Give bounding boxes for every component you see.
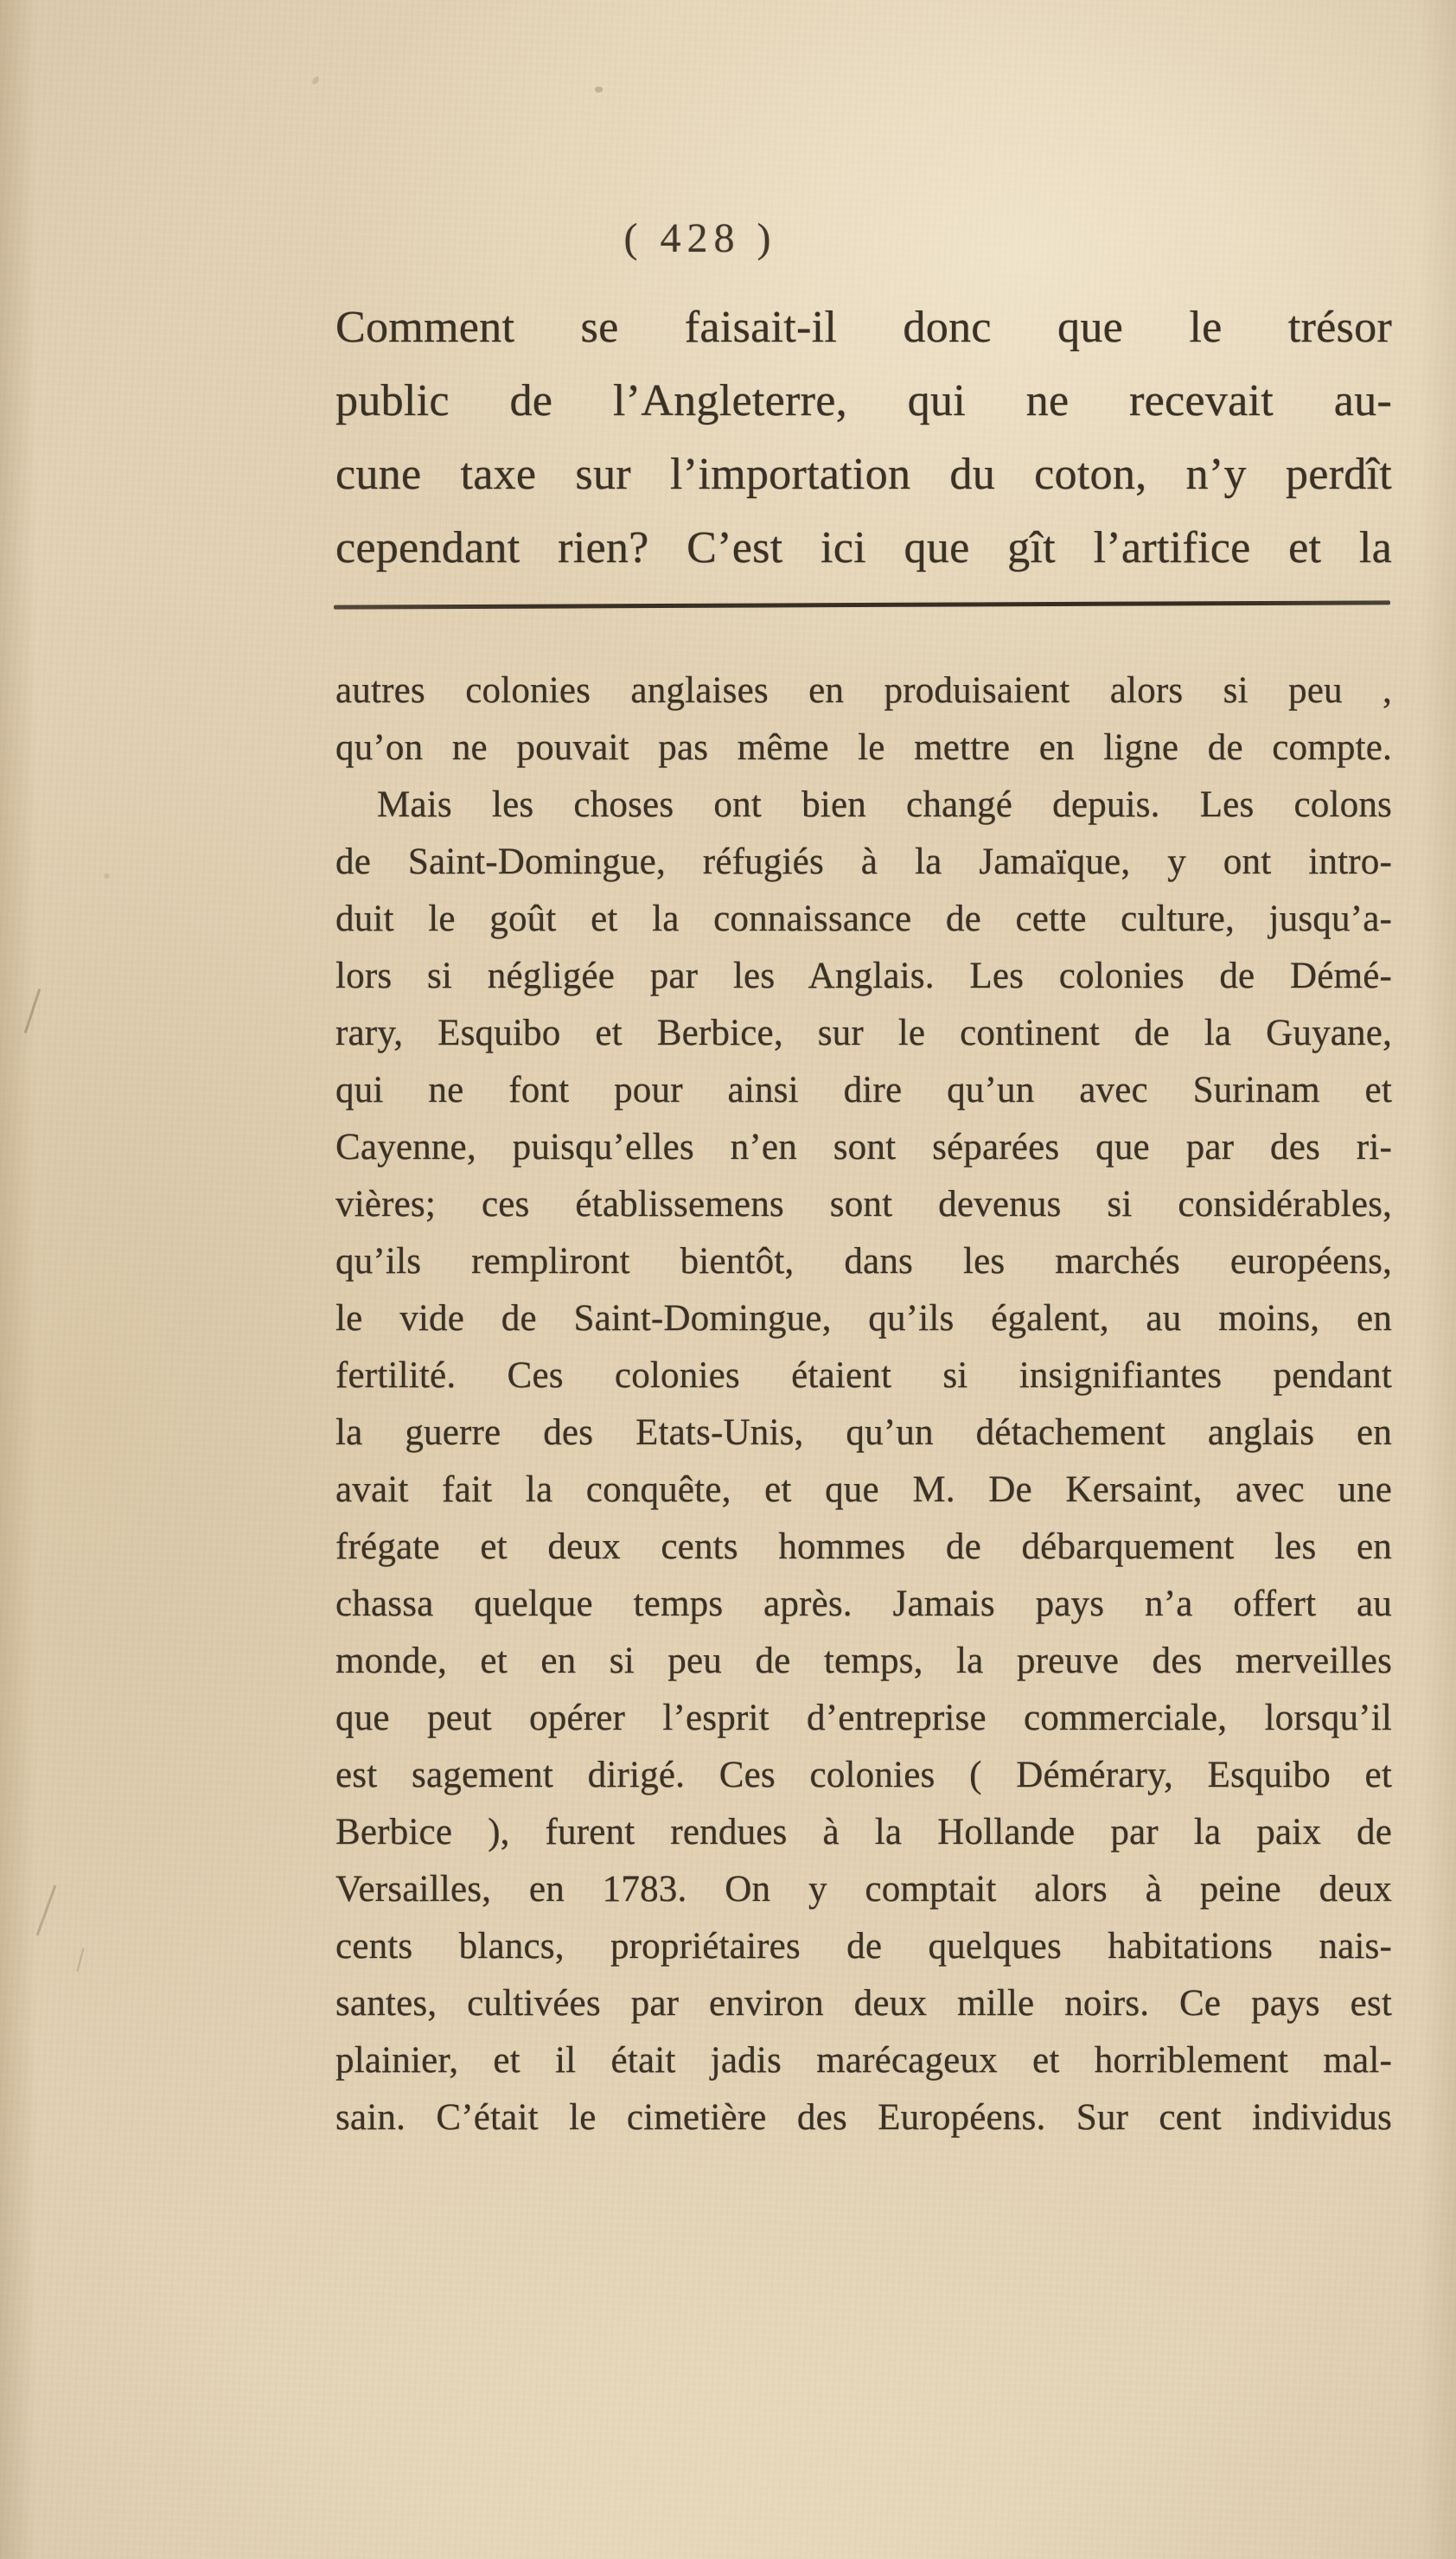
body-line: cune taxe sur l’importation du coton, n’y perdît <box>335 450 1392 499</box>
footnote-line: duit le goût et la connaissance de cette culture, jusqu’a- <box>335 899 1392 939</box>
footnote-line: Versailles, en 1783. On y comptait alors à peine deux <box>335 1869 1392 1910</box>
footnote-line: de Saint-Domingue, réfugiés à la Jamaïque, y ont intro- <box>335 841 1392 882</box>
paper-speck <box>595 86 603 93</box>
footnote-line: vières; ces établissemens sont devenus si considérables, <box>335 1184 1392 1225</box>
footnote-line: chassa quelque temps après. Jamais pays n’a offert au <box>335 1583 1392 1624</box>
footnote-line: la guerre des Etats-Unis, qu’un détachement anglais en <box>335 1412 1392 1453</box>
margin-pencil-mark <box>35 1884 56 1935</box>
footnote-line: Mais les choses ont bien changé depuis. Les colons <box>377 784 1392 825</box>
footnote-line: avait fait la conquête, et que M. De Kersaint, avec une <box>335 1469 1392 1510</box>
margin-pencil-mark <box>24 988 42 1033</box>
footnote-line: Cayenne, puisqu’elles n’en sont séparées que par des ri- <box>335 1127 1392 1168</box>
footnote-line: rary, Esquibo et Berbice, sur le continent de la Guyane, <box>335 1013 1392 1053</box>
paper-speck <box>104 873 110 879</box>
body-line: Comment se faisait-il donc que le trésor <box>335 303 1392 352</box>
paper-speck <box>311 75 320 86</box>
margin-pencil-mark <box>76 1948 84 1972</box>
footnote-line: qu’ils rempliront bientôt, dans les marchés européens, <box>335 1241 1392 1282</box>
footnote-line: le vide de Saint-Domingue, qu’ils égalent, au moins, en <box>335 1298 1392 1339</box>
footnote-line: lors si négligée par les Anglais. Les colonies de Démé- <box>335 956 1392 996</box>
footnote-line: frégate et deux cents hommes de débarquement les en <box>335 1526 1392 1567</box>
footnote-line: autres colonies anglaises en produisaient alors si peu , <box>335 670 1392 711</box>
footnote-line: est sagement dirigé. Ces colonies ( Démérary, Esquibo et <box>335 1755 1392 1795</box>
footnote-line: monde, et en si peu de temps, la preuve des merveilles <box>335 1641 1392 1681</box>
footnote-line: fertilité. Ces colonies étaient si insignifiantes pendant <box>335 1355 1392 1396</box>
footnote-block <box>335 662 1392 2146</box>
main-text-block <box>335 291 1392 585</box>
footnote-line: qui ne font pour ainsi dire qu’un avec Surinam et <box>335 1070 1392 1110</box>
footnote-line: cents blancs, propriétaires de quelques habitations nais- <box>335 1926 1392 1967</box>
footnote-line: qu’on ne pouvait pas même le mettre en ligne de compte. <box>335 727 1392 768</box>
page-number: ( 428 ) <box>623 215 777 261</box>
footnote-line: Berbice ), furent rendues à la Hollande par la paix de <box>335 1812 1392 1852</box>
body-line: public de l’Angleterre, qui ne recevait au- <box>335 376 1392 425</box>
body-line: cependant rien? C’est ici que gît l’artifice et la <box>335 523 1392 573</box>
footnote-line: santes, cultivées par environ deux mille noirs. Ce pays est <box>335 1983 1392 2024</box>
footnote-line: sain. C’était le cimetière des Européens. Sur cent individus <box>335 2097 1392 2138</box>
footnote-separator-rule <box>334 600 1390 609</box>
footnote-line: plainier, et il était jadis marécageux et horriblement mal- <box>335 2040 1392 2081</box>
footnote-line: que peut opérer l’esprit d’entreprise commerciale, lorsqu’il <box>335 1698 1392 1738</box>
